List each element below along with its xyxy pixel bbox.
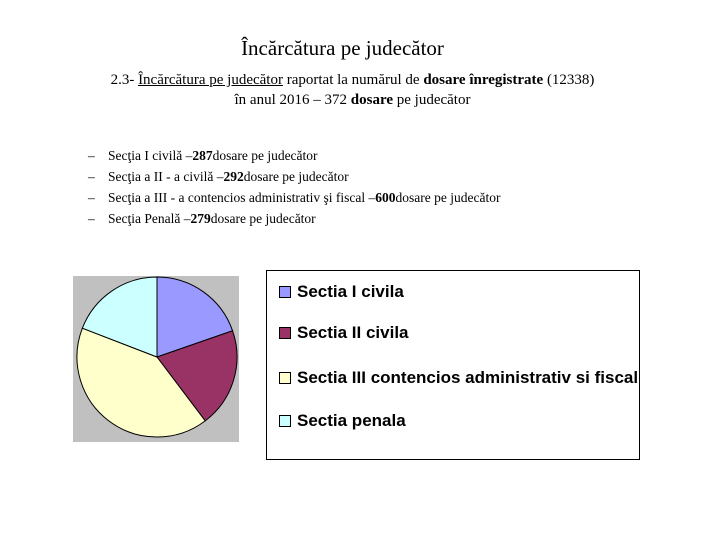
subtitle (0, 70, 705, 110)
list-item-text: Secţia Penală – (108, 211, 191, 226)
list-item-suffix: dosare pe judecător (210, 211, 316, 226)
subtitle-underlined: Încărcătura pe judecător (138, 72, 283, 88)
page-title: Încărcătura pe judecător (241, 36, 444, 60)
chart-legend (266, 270, 640, 460)
dash-marker: – (88, 211, 95, 226)
list-item (88, 166, 501, 187)
list-item-text: Secţia a III - a contencios administrativ şi fiscal – (108, 190, 376, 205)
list-item-value: 600 (375, 190, 396, 205)
legend-label: Sectia I civila (297, 282, 404, 301)
list-item (88, 145, 501, 166)
legend-entry (279, 368, 642, 388)
legend-entry (279, 411, 642, 431)
subtitle-line2-prefix: în anul 2016 – 372 (234, 92, 351, 108)
subtitle-mid1: raportat la numărul de (282, 72, 424, 88)
legend-swatch (279, 415, 291, 427)
subtitle-bold2: dosare (350, 92, 393, 108)
legend-label: Sectia II civila (297, 323, 409, 342)
dash-marker: – (88, 169, 95, 184)
legend-entry (279, 282, 642, 302)
subtitle-line2-suffix: pe judecător (393, 92, 471, 108)
legend-label: Sectia penala (297, 411, 406, 430)
pie-chart (73, 276, 239, 442)
list-item-text: Secţia I civilă – (108, 148, 193, 163)
list-item-suffix: dosare pe judecător (395, 190, 501, 205)
subtitle-mid2: (12338) (543, 72, 595, 88)
list-item-value: 292 (223, 169, 244, 184)
legend-swatch (279, 327, 291, 339)
list-item-suffix: dosare pe judecător (243, 169, 349, 184)
list-item-suffix: dosare pe judecător (212, 148, 318, 163)
legend-swatch (279, 372, 291, 384)
dash-marker: – (88, 148, 95, 163)
dash-marker: – (88, 190, 95, 205)
section-list (88, 145, 501, 229)
legend-swatch (279, 286, 291, 298)
pie-chart-area (73, 276, 239, 442)
list-item (88, 187, 501, 208)
subtitle-prefix: 2.3- (110, 72, 139, 88)
legend-entry (279, 323, 642, 343)
list-item-value: 287 (192, 148, 213, 163)
list-item-value: 279 (190, 211, 211, 226)
list-item (88, 208, 501, 229)
list-item-text: Secţia a II - a civilă – (108, 169, 224, 184)
legend-label: Sectia III contencios administrativ si fiscal (297, 368, 639, 387)
subtitle-bold1: dosare înregistrate (423, 72, 544, 88)
